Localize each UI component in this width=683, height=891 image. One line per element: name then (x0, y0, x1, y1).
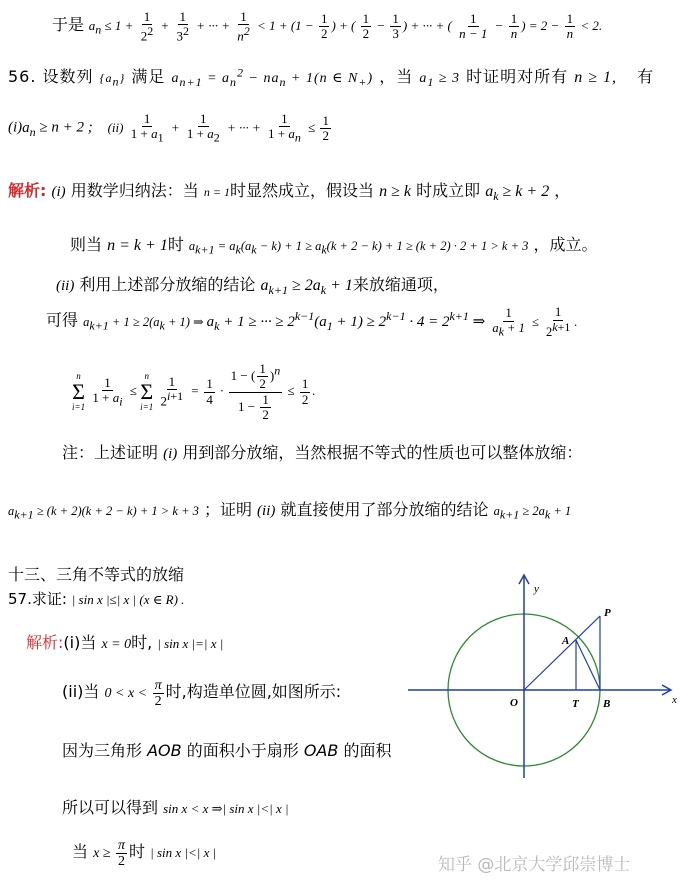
solution-56-note-math2: $a_{k+1} \ge 2a_k + 1$ (493, 504, 572, 522)
solution-56-ak: $a_k \ge k + 2$ (485, 183, 550, 204)
solution-57-text: 当 (72, 842, 89, 862)
solution-57-text: 所以可以得到 (62, 798, 159, 817)
problem-56-parts (8, 112, 333, 145)
solution-56-ii-prefix: (ii) (56, 278, 75, 294)
solution-56-sum-math: n Σ i=1 $\frac{1}{1 + a_i}$ ≤ n Σ i=1 $\frac{1}{2^{i+1}}$ = $\frac{1}{4}$ · 1 − ( $\frac{1}{2}$ )$^n$ 1 − $\frac{1}{2}$ ≤ $\frac{1}{2}$ . (72, 361, 316, 422)
solution-57-text: 的面积小于扇形 (186, 741, 299, 760)
solution-57-text: (i)当 (63, 633, 97, 652)
solution-56-note-i: (i) (163, 446, 178, 462)
solution-56-sum (72, 362, 316, 422)
solution-56-note-math: $a_{k+1} \ge (k + 2)(k + 2 - k) + 1 > k + 3$ (8, 504, 199, 522)
solution-56-ii (56, 272, 449, 298)
problem-56-recurrence: $a_{n+1} = a_n^2 - na_n + 1(n$ ∈ $N_+$) (171, 65, 374, 89)
solution-56-text: 时显然成立，假设当 (229, 181, 374, 200)
solution-57-text: 的面积 (343, 741, 392, 760)
solution-57-text: 时,构造单位圆,如图所示: (165, 682, 342, 702)
intro-line (52, 10, 602, 44)
solution-56-i-prefix: (i) (51, 184, 66, 200)
solution-57-so-math: sin x < x ⇒| sin x |<| x | (163, 801, 289, 816)
solution-56-text: 则当 (70, 235, 103, 254)
problem-56-cond: $a_1 \ge 3$ (419, 71, 460, 89)
problem-56 (8, 64, 654, 90)
watermark: 知乎 @北京大学邱崇博士 (438, 855, 631, 875)
solution-56-text: 来放缩通项， (352, 275, 449, 294)
solution-57-when-result: | sin x |<| x | (150, 845, 217, 861)
solution-57-text: 因为三角形 (62, 741, 143, 760)
solution-56-text: ，成立。 (533, 235, 598, 254)
solution-57-ii (62, 678, 341, 710)
problem-56-text: 时证明对所有 (466, 67, 569, 86)
solution-56-note (62, 440, 582, 463)
solution-56-n1: n = 1 (203, 185, 230, 199)
solution-56-text: ， (554, 181, 571, 200)
problem-57 (8, 588, 184, 609)
solution-57-when (72, 838, 216, 870)
solution-57-because (62, 738, 391, 761)
problem-57-math: | sin x |≤| x | (x ∈ R) . (71, 592, 185, 607)
problem-56-part-i: $(i)a_n \ge n + 2$ ; (8, 119, 93, 139)
triangle-name: AOB (147, 741, 182, 760)
solution-56-then (70, 232, 597, 258)
solution-56-get (46, 306, 577, 340)
solution-56-note2 (8, 497, 571, 523)
solution-56-text: 时 (167, 235, 184, 254)
solution-57-i-math: x = 0 (101, 637, 132, 652)
problem-56-seq: $\{a_n\}$ (99, 71, 126, 89)
label-x: x (672, 694, 677, 706)
solution-57-when-math: x ≥ $\frac{\pi}{2}$ (93, 838, 126, 870)
solution-56-ii-math: $a_{k+1} \ge 2a_k + 1$ (260, 277, 353, 298)
solution-56-text: 用到部分放缩，当然根据不等式的性质也可以整体放缩： (182, 443, 583, 462)
intro-math: $a_n \le 1$ + $\frac{1}{2^2}$ + $\frac{1}{3^2}$ + ··· + $\frac{1}{n^2}$ < 1 + (1 − $\frac{1}{2}$ ) + ( $\frac{1}{2}$ − $\frac{1}{3}$ ) + ··· + ( $\frac{1}{n - 1}$ − $\frac{1}{n}$ ) = 2 − $\frac{1}{n}$ < 2. (88, 9, 603, 44)
solution-57-so (62, 795, 289, 818)
label-A: A (562, 635, 570, 647)
problem-56-text: ，当 (379, 67, 414, 86)
solution-56-nk: n ≥ k (379, 183, 411, 200)
label-P: P (604, 607, 611, 619)
problem-56-text: 满足 (131, 67, 166, 86)
problem-56-number: 56. (8, 67, 37, 86)
problem-56-text: 有 (637, 67, 655, 86)
solution-57-i-result: | sin x |=| x | (157, 636, 224, 651)
solution-56-text: 用数学归纳法：当 (70, 181, 199, 200)
label-B: B (603, 698, 611, 710)
solution-56-then-n: n = k + 1 (107, 237, 168, 254)
problem-56-part-ii: (ii) $\frac{1}{1 + a_1}$ + $\frac{1}{1 + a_2}$ + ··· + $\frac{1}{1 + a_n}$ ≤ $\frac{1}{2}$ (107, 111, 329, 145)
problem-56-ncond: n ≥ 1, (574, 69, 617, 86)
solution-56-note-ii: (ii) (257, 503, 276, 519)
sector-name: OAB (303, 741, 339, 760)
solution-56-text: 利用上述部分放缩的结论 (79, 275, 256, 294)
solution-label: 解析: (8, 181, 47, 200)
section-heading: 十三、三角不等式的放缩 (8, 565, 185, 584)
solution-56-get-math: $a_{k+1} + 1 \ge 2(a_k + 1)$ ⇒ $a_k + 1$ ≥ ··· ≥ $2^{k-1}(a_1 + 1) \ge 2^{k-1} \cdot 4 = 2^{k+1}$ ⇒ $\frac{1}{a_k + 1}$ ≤ $\frac{1}{2^{k+1}}$ . (83, 305, 578, 339)
solution-57-text: 时 (129, 842, 146, 862)
solution-56-text: 就直接使用了部分放缩的结论 (280, 500, 489, 519)
solution-57-text: (ii)当 (62, 682, 100, 702)
solution-56-text: 时成立即 (416, 181, 481, 200)
solution-57-text: 时, (131, 633, 153, 652)
problem-56-text: 设数列 (42, 67, 94, 86)
solution-56-i (8, 178, 570, 204)
label-y: y (534, 583, 539, 595)
label-T: T (572, 698, 579, 710)
label-O: O (510, 697, 518, 709)
ray-OP (524, 616, 600, 690)
unit-circle-figure (400, 570, 683, 780)
problem-57-number: 57.求证: (8, 590, 67, 608)
solution-57-ii-math: 0 < x < $\frac{\pi}{2}$ (104, 678, 162, 710)
solution-56-text: 注：上述证明 (62, 443, 159, 462)
solution-57-i (26, 630, 223, 653)
solution-56-text: ；证明 (203, 500, 252, 519)
solution-label: 解析: (26, 633, 64, 652)
solution-56-then-math: $a_{k+1} = a_k(a_k - k) + 1 \ge a_k(k + 2 - k) + 1 \ge (k + 2) \cdot 2 + 1 > k + 3$ (188, 239, 529, 257)
intro-label: 于是 (52, 14, 85, 34)
solution-56-text: 可得 (46, 310, 79, 330)
